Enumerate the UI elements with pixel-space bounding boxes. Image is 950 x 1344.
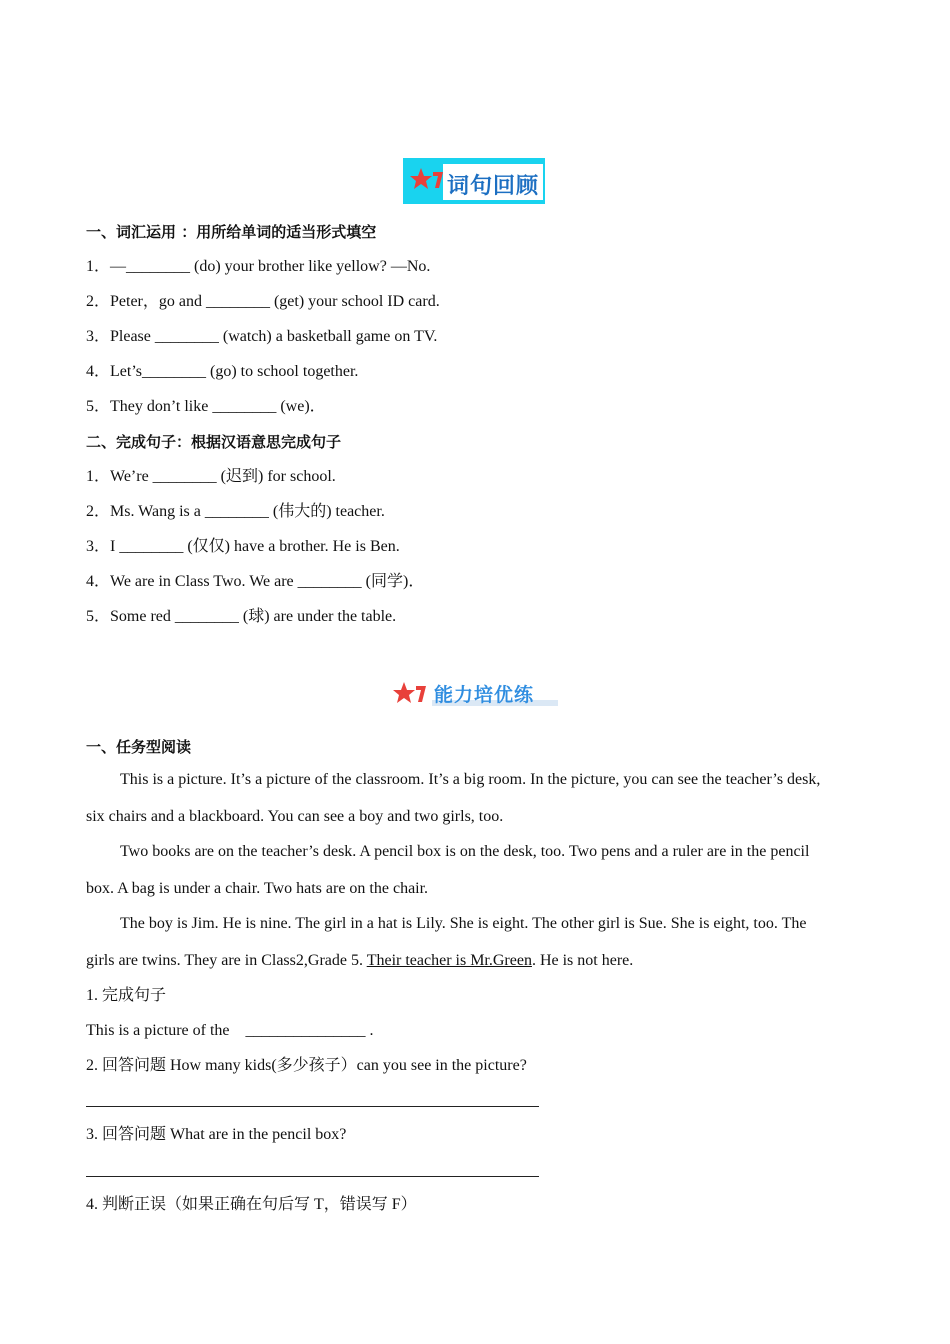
question-4-label: 4. 判断正误（如果正确在句后写 T，错误写 F） [86,1196,417,1213]
paragraph-2-line-2: box. A bag is under a chair. Two hats are on the chair. [86,880,429,897]
section2-item-3: 3．I ________ (仅仅) have a brother. He is Ben. [86,538,400,555]
section1-item-1: 1．—________ (do) your brother like yellow? —No. [86,258,431,275]
section-banner-review [403,158,545,204]
section1-item-5: 5．They don’t like ________ (we)． [86,398,326,415]
section-banner-ability [392,678,562,708]
answer-line-3[interactable] [86,1176,539,1177]
section1-item-2: 2．Peter，go and ________ (get) your school ID card. [86,293,440,310]
paragraph-3-text: girls are twins. They are in Class2,Grade 5. [86,952,367,969]
question-1-text: This is a picture of the _______________ . [86,1022,374,1039]
question-2-label: 2. 回答问题 How many kids(多少孩子）can you see in the picture? [86,1057,527,1074]
banner-title: 词句回顾 [447,174,540,199]
section2-item-5: 5．Some red ________ (球) are under the table. [86,608,397,625]
section1-item-4: 4．Let’s________ (go) to school together. [86,363,359,380]
paragraph-3-line-2 [86,951,633,971]
section2-item-4: 4．We are in Class Two. We are ________ (同学)． [86,573,425,590]
reading-heading: 一、任务型阅读 [86,738,192,756]
banner-title: 能力培优练 [434,684,535,706]
paragraph-3-text-end: . He is not here. [531,952,634,969]
paragraph-2-line-1: Two books are on the teacher’s desk. A pencil box is on the desk, too. Two pens and a ruler are in the pencil [120,843,810,860]
section2-item-2: 2．Ms. Wang is a ________ (伟大的) teacher. [86,503,385,520]
answer-line-2[interactable] [86,1106,539,1107]
star-icon [409,166,445,196]
section1-item-3: 3．Please ________ (watch) a basketball game on TV. [86,328,438,345]
paragraph-3-line-1: The boy is Jim. He is nine. The girl in a hat is Lily. She is eight. The other girl is Sue. She is eight, too. The [120,915,807,932]
section2-item-1: 1．We’re ________ (迟到) for school. [86,468,336,485]
underlined-sentence: Their teacher is Mr.Green [366,952,532,969]
paragraph-1-line-2: six chairs and a blackboard. You can see a boy and two girls, too. [86,808,504,825]
question-3-label: 3. 回答问题 What are in the pencil box? [86,1126,347,1143]
star-icon [392,680,428,708]
paragraph-1-line-1: This is a picture. It’s a picture of the classroom. It’s a big room. In the picture, you can see the teacher’s desk, [120,771,821,788]
section1-heading: 一、词汇运用 ：用所给单词的适当形式填空 [86,223,377,241]
section2-heading: 二、完成句子：根据汉语意思完成句子 [86,433,342,451]
question-1-label: 1. 完成句子 [86,987,167,1004]
